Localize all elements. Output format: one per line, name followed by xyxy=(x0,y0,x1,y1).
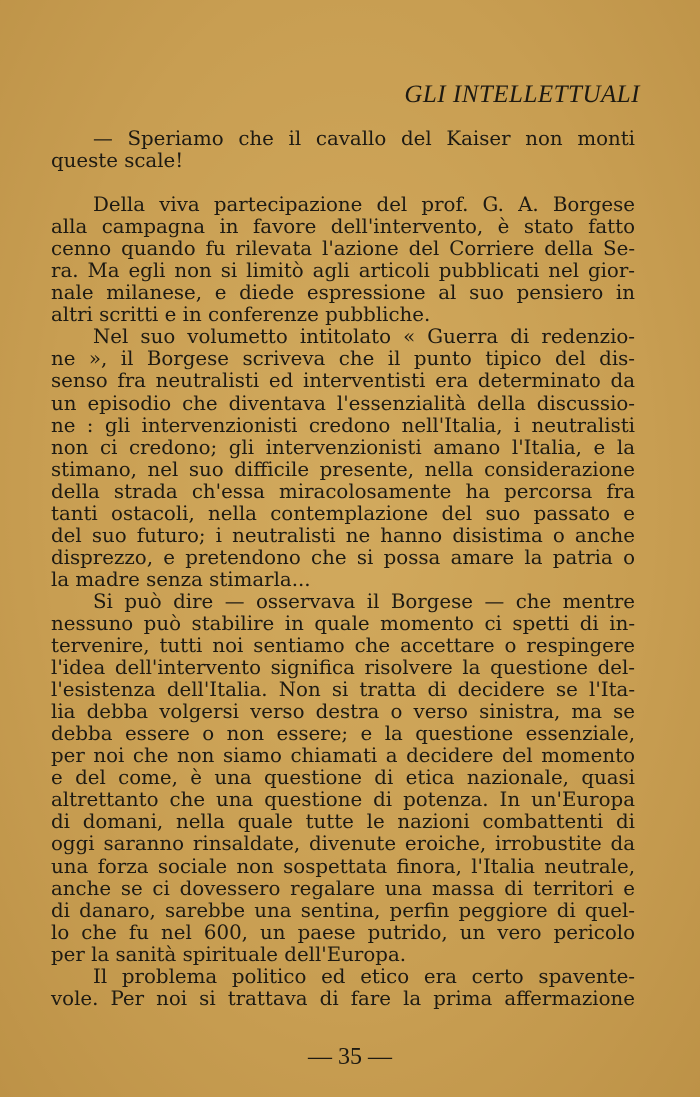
paragraph xyxy=(51,966,635,1010)
text-line: debba essere o non essere; e la questione essenziale, xyxy=(51,722,635,746)
page-number: — 35 — xyxy=(308,1044,392,1070)
text-line: tervenire, tutti noi sentiamo che accettare o respingere xyxy=(51,634,635,658)
text-line: l'esistenza dell'Italia. Non si tratta di decidere se l'Ita- xyxy=(51,678,635,702)
text-line: queste scale! xyxy=(51,149,184,173)
paragraph xyxy=(51,326,635,591)
text-line: nale milanese, e diede espressione al suo pensiero in xyxy=(51,281,635,305)
text-line: una forza sociale non sospettata finora, l'Italia neutrale, xyxy=(51,854,635,878)
text-line: di danaro, sarebbe una sentina, perfin peggiore di quel- xyxy=(51,898,635,922)
text-line: tanti ostacoli, nella contemplazione del suo passato e xyxy=(51,501,635,525)
text-line: ra. Ma egli non si limitò agli articoli pubblicati nel gior- xyxy=(51,259,635,283)
text-line: lo che fu nel 600, un paese putrido, un vero pericolo xyxy=(51,920,635,944)
text-line: della strada ch'essa miracolosamente ha percorsa fra xyxy=(51,479,635,503)
text-line: Il problema politico ed etico era certo spavente- xyxy=(93,964,635,988)
text-line: — Speriamo che il cavallo del Kaiser non monti xyxy=(93,127,635,150)
text-line: altrettanto che una questione di potenza. In un'Europa xyxy=(51,788,635,812)
text-line: nessuno può stabilire in quale momento ci spetti di in- xyxy=(51,611,635,635)
paragraph xyxy=(51,128,635,172)
text-line: oggi saranno rinsaldate, divenute eroiche, irrobustite da xyxy=(51,832,635,856)
text-line: senso fra neutralisti ed interventisti era determinato da xyxy=(51,369,635,393)
text-line: ne : gli intervenzionisti credono nell'Italia, i neutralisti xyxy=(51,413,635,437)
text-line: vole. Per noi si trattava di fare la prima affermazione xyxy=(51,986,635,1010)
text-line: Si può dire — osservava il Borgese — che mentre xyxy=(93,589,635,613)
text-line: per noi che non siamo chiamati a decidere del momento xyxy=(51,744,635,768)
text-line: un episodio che diventava l'essenzialità della discussio- xyxy=(51,391,635,415)
paragraph xyxy=(51,591,635,966)
text-line: di domani, nella quale tutte le nazioni combattenti di xyxy=(51,810,635,834)
text-line: ne », il Borgese scriveva che il punto tipico del dis- xyxy=(51,347,635,371)
running-head: GLI INTELLETTUALI xyxy=(404,81,640,108)
text-line: cenno quando fu rilevata l'azione del Corriere della Se- xyxy=(51,237,635,261)
text-line: la madre senza stimarla... xyxy=(51,567,311,591)
text-line: disprezzo, e pretendono che si possa amare la patria o xyxy=(51,545,635,569)
text-line: per la sanità spirituale dell'Europa. xyxy=(51,942,407,966)
text-line: anche se ci dovessero regalare una massa di territori e xyxy=(51,876,635,900)
text-line: Della viva partecipazione del prof. G. A. Borgese xyxy=(93,193,635,217)
text-line: alla campagna in favore dell'intervento, è stato fatto xyxy=(51,215,635,239)
text-line: lia debba volgersi verso destra o verso sinistra, ma se xyxy=(51,700,635,724)
text-line: del suo futuro; i neutralisti ne hanno disistima o anche xyxy=(51,523,635,547)
text-line: altri scritti e in conferenze pubbliche. xyxy=(51,303,431,327)
text-line: non ci credono; gli intervenzionisti amano l'Italia, e la xyxy=(51,435,635,459)
text-line: Nel suo volumetto intitolato « Guerra di redenzio- xyxy=(93,325,635,349)
text-line: l'idea dell'intervento significa risolvere la questione del- xyxy=(51,656,635,680)
paragraph xyxy=(51,194,635,326)
text-line: e del come, è una questione di etica nazionale, quasi xyxy=(51,766,635,790)
body-text xyxy=(51,128,635,1010)
text-line: stimano, nel suo difficile presente, nella considerazione xyxy=(51,457,635,481)
